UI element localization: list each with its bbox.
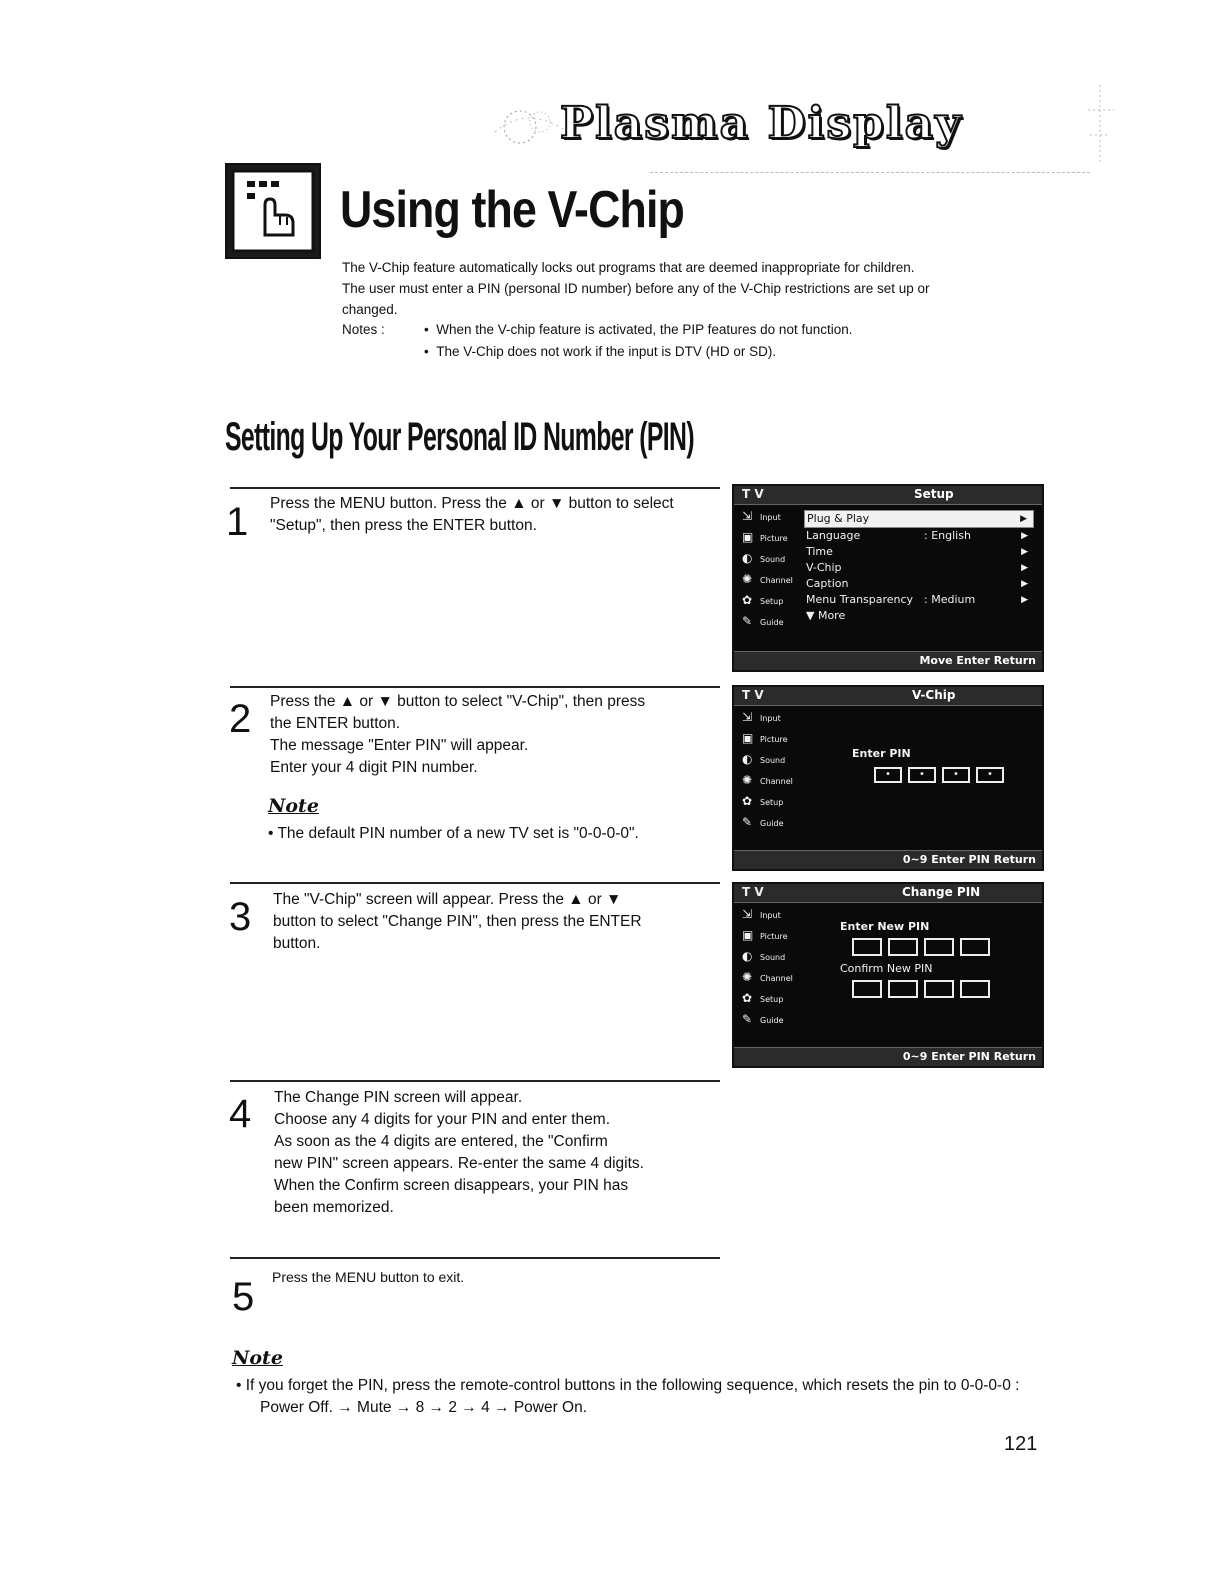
sound-icon: ◐ — [742, 949, 753, 963]
sound-icon: ◐ — [742, 551, 753, 565]
step-number: 1 — [226, 500, 249, 544]
pin-input-boxes — [874, 767, 1004, 783]
note-item: • The default PIN number of a new TV set is "0-0-0-0". — [268, 825, 639, 842]
step-divider — [230, 882, 720, 884]
brand-title: Plasma Display — [560, 98, 963, 149]
step-line: button. — [273, 935, 321, 952]
sidebar-item-input: ⇲ Input — [734, 707, 800, 728]
step-number: 5 — [232, 1275, 255, 1319]
sidebar-item-picture: ▣ Picture — [734, 728, 800, 749]
arrow-right-icon: ▶ — [1021, 595, 1028, 605]
note-item: The V-Chip does not work if the input is DTV (HD or SD). — [436, 344, 777, 359]
tv-change-pin-screenshot — [732, 882, 1044, 1068]
sound-icon: ◐ — [742, 752, 753, 766]
menu-item-vchip: V-Chip ▶ — [806, 561, 1028, 574]
intro-line: changed. — [342, 302, 398, 317]
brand-logo — [490, 92, 1020, 162]
tv-setup-menu-screenshot — [732, 484, 1044, 672]
bullet: • — [424, 344, 437, 359]
step-number: 3 — [229, 895, 252, 939]
pin-digit-box — [924, 980, 954, 998]
step-line: Press the MENU button to exit. — [272, 1269, 465, 1285]
step-note — [268, 795, 639, 843]
section-title: Setting Up Your Personal ID Number (PIN) — [225, 415, 694, 459]
tv-footer-hint: 0~9 Enter PIN Return — [902, 853, 1036, 866]
note-heading: Note — [268, 795, 319, 817]
pin-digit-box: • — [942, 767, 970, 783]
tv-menu-title: Change PIN — [902, 885, 981, 899]
input-icon: ⇲ — [742, 509, 753, 523]
tv-footer-bar — [734, 850, 1042, 869]
step-divider — [230, 487, 720, 489]
step-line: "Setup", then press the ENTER button. — [270, 517, 537, 534]
tv-footer-hint: 0~9 Enter PIN Return — [902, 1050, 1036, 1063]
step-divider — [230, 1080, 720, 1082]
input-icon: ⇲ — [742, 710, 753, 724]
picture-icon: ▣ — [742, 530, 754, 544]
tv-brand: T V — [742, 487, 764, 501]
pin-digit-box — [852, 980, 882, 998]
step-line: Enter your 4 digit PIN number. — [270, 759, 478, 776]
pin-digit-box — [960, 980, 990, 998]
notes-block — [342, 319, 853, 363]
tv-footer-bar — [734, 1047, 1042, 1066]
tv-vchip-pin-screenshot — [732, 685, 1044, 871]
channel-icon: ✺ — [742, 572, 753, 586]
pin-digit-box — [960, 938, 990, 956]
sidebar-item-picture: ▣ Picture — [734, 925, 800, 946]
step-text — [270, 493, 720, 537]
tv-setup-menu-list — [804, 510, 1034, 624]
final-note — [232, 1347, 1032, 1419]
intro-line: The user must enter a PIN (personal ID number) before any of the V-Chip restrictions are set up or — [342, 281, 930, 296]
menu-item-menu-transparency: Menu Transparency : Medium ▶ — [806, 593, 1028, 606]
step-line: The message "Enter PIN" will appear. — [270, 737, 529, 754]
step-line: new PIN" screen appears. Re-enter the same 4 digits. — [274, 1155, 644, 1172]
step-line: the ENTER button. — [270, 715, 401, 732]
sidebar-item-guide: ✎ Guide — [734, 611, 800, 632]
confirm-new-pin-label: Confirm New PIN — [840, 962, 933, 975]
guide-icon: ✎ — [742, 815, 753, 829]
step-line: The Change PIN screen will appear. — [274, 1089, 523, 1106]
step-line: Press the MENU button. Press the ▲ or ▼ button to select — [270, 495, 674, 512]
sidebar-item-channel: ✺ Channel — [734, 569, 800, 590]
enter-pin-label: Enter PIN — [852, 747, 911, 760]
step-text — [272, 1266, 722, 1288]
step-line: Choose any 4 digits for your PIN and enter them. — [274, 1111, 611, 1128]
pin-digit-box: • — [908, 767, 936, 783]
sidebar-item-sound: ◐ Sound — [734, 946, 800, 967]
sidebar-item-sound: ◐ Sound — [734, 548, 800, 569]
pin-digit-box — [924, 938, 954, 956]
sidebar-item-input: ⇲ Input — [734, 904, 800, 925]
sidebar-item-guide: ✎ Guide — [734, 1009, 800, 1030]
tv-title-bar — [734, 486, 1042, 505]
input-icon: ⇲ — [742, 907, 753, 921]
arrow-right-icon: ▶ — [1020, 514, 1027, 524]
bullet: • — [424, 322, 437, 337]
tv-brand: T V — [742, 688, 764, 702]
picture-icon: ▣ — [742, 731, 754, 745]
step-text — [273, 889, 723, 955]
menu-item-plug-play: Plug & Play ▶ — [804, 510, 1034, 528]
confirm-pin-input-boxes — [852, 980, 990, 998]
note-item: • If you forget the PIN, press the remote-control buttons in the following sequence, which resets the pin to 0-0-0-0 : Power Off. → Mute → 8 → 2 → 4 → Power On. — [236, 1377, 1020, 1416]
guide-icon: ✎ — [742, 1012, 753, 1026]
step-number: 2 — [229, 697, 252, 741]
step-number: 4 — [229, 1092, 252, 1136]
arrow-right-icon: ▶ — [1021, 563, 1028, 573]
pin-digit-box — [888, 980, 918, 998]
step-line: Press the ▲ or ▼ button to select "V-Chip", then press — [270, 693, 646, 710]
arrow-right-icon: ▶ — [1021, 579, 1028, 589]
sidebar-item-picture: ▣ Picture — [734, 527, 800, 548]
tv-footer-hint: Move Enter Return — [919, 654, 1036, 667]
new-pin-input-boxes — [852, 938, 990, 956]
sidebar-item-setup: ✿ Setup — [734, 791, 800, 812]
sidebar-item-channel: ✺ Channel — [734, 770, 800, 791]
tv-title-bar — [734, 687, 1042, 706]
sidebar-item-input: ⇲ Input — [734, 506, 800, 527]
menu-item-caption: Caption ▶ — [806, 577, 1028, 590]
menu-item-more: ▼ More — [806, 609, 846, 622]
enter-new-pin-label: Enter New PIN — [840, 920, 930, 933]
step-divider — [230, 686, 720, 688]
channel-icon: ✺ — [742, 970, 753, 984]
tv-sidebar — [734, 707, 800, 833]
arrow-right-icon: ▶ — [1021, 531, 1028, 541]
menu-item-time: Time ▶ — [806, 545, 1028, 558]
step-line: The "V-Chip" screen will appear. Press the ▲ or ▼ — [273, 891, 622, 908]
tv-title-bar — [734, 884, 1042, 903]
setup-icon: ✿ — [742, 593, 753, 607]
intro-line: The V-Chip feature automatically locks out programs that are deemed inappropriate for children. — [342, 260, 915, 275]
step-divider — [230, 1257, 720, 1259]
tv-sidebar — [734, 904, 800, 1030]
tv-brand: T V — [742, 885, 764, 899]
pin-digit-box: • — [976, 767, 1004, 783]
sidebar-item-sound: ◐ Sound — [734, 749, 800, 770]
step-line: button to select "Change PIN", then press the ENTER — [273, 913, 642, 930]
tv-sidebar — [734, 506, 800, 632]
hand-pointer-remote-icon — [225, 163, 321, 259]
tv-footer-bar — [734, 651, 1042, 670]
note-heading: Note — [232, 1347, 283, 1369]
header-divider — [650, 172, 1090, 173]
pin-digit-box — [852, 938, 882, 956]
setup-icon: ✿ — [742, 794, 753, 808]
note-item: When the V-chip feature is activated, the PIP features do not function. — [436, 322, 853, 337]
notes-label: Notes : — [342, 322, 385, 337]
page-number: 121 — [1004, 1433, 1038, 1455]
step-text — [274, 1087, 724, 1219]
sidebar-item-setup: ✿ Setup — [734, 988, 800, 1009]
setup-icon: ✿ — [742, 991, 753, 1005]
guide-icon: ✎ — [742, 614, 753, 628]
picture-icon: ▣ — [742, 928, 754, 942]
channel-icon: ✺ — [742, 773, 753, 787]
tv-menu-title: V-Chip — [912, 688, 956, 702]
pin-digit-box: • — [874, 767, 902, 783]
sidebar-item-channel: ✺ Channel — [734, 967, 800, 988]
step-line: been memorized. — [274, 1199, 394, 1216]
sidebar-item-guide: ✎ Guide — [734, 812, 800, 833]
page-title: Using the V-Chip — [340, 181, 684, 239]
corner-decoration — [1080, 80, 1120, 170]
step-line: As soon as the 4 digits are entered, the "Confirm — [274, 1133, 608, 1150]
arrow-right-icon: ▶ — [1021, 547, 1028, 557]
step-line: When the Confirm screen disappears, your PIN has — [274, 1177, 629, 1194]
pin-digit-box — [888, 938, 918, 956]
tv-menu-title: Setup — [914, 487, 954, 501]
menu-item-language: Language : English ▶ — [806, 529, 1028, 542]
step-text — [270, 691, 720, 779]
intro-paragraph — [342, 257, 1042, 320]
sidebar-item-setup: ✿ Setup — [734, 590, 800, 611]
